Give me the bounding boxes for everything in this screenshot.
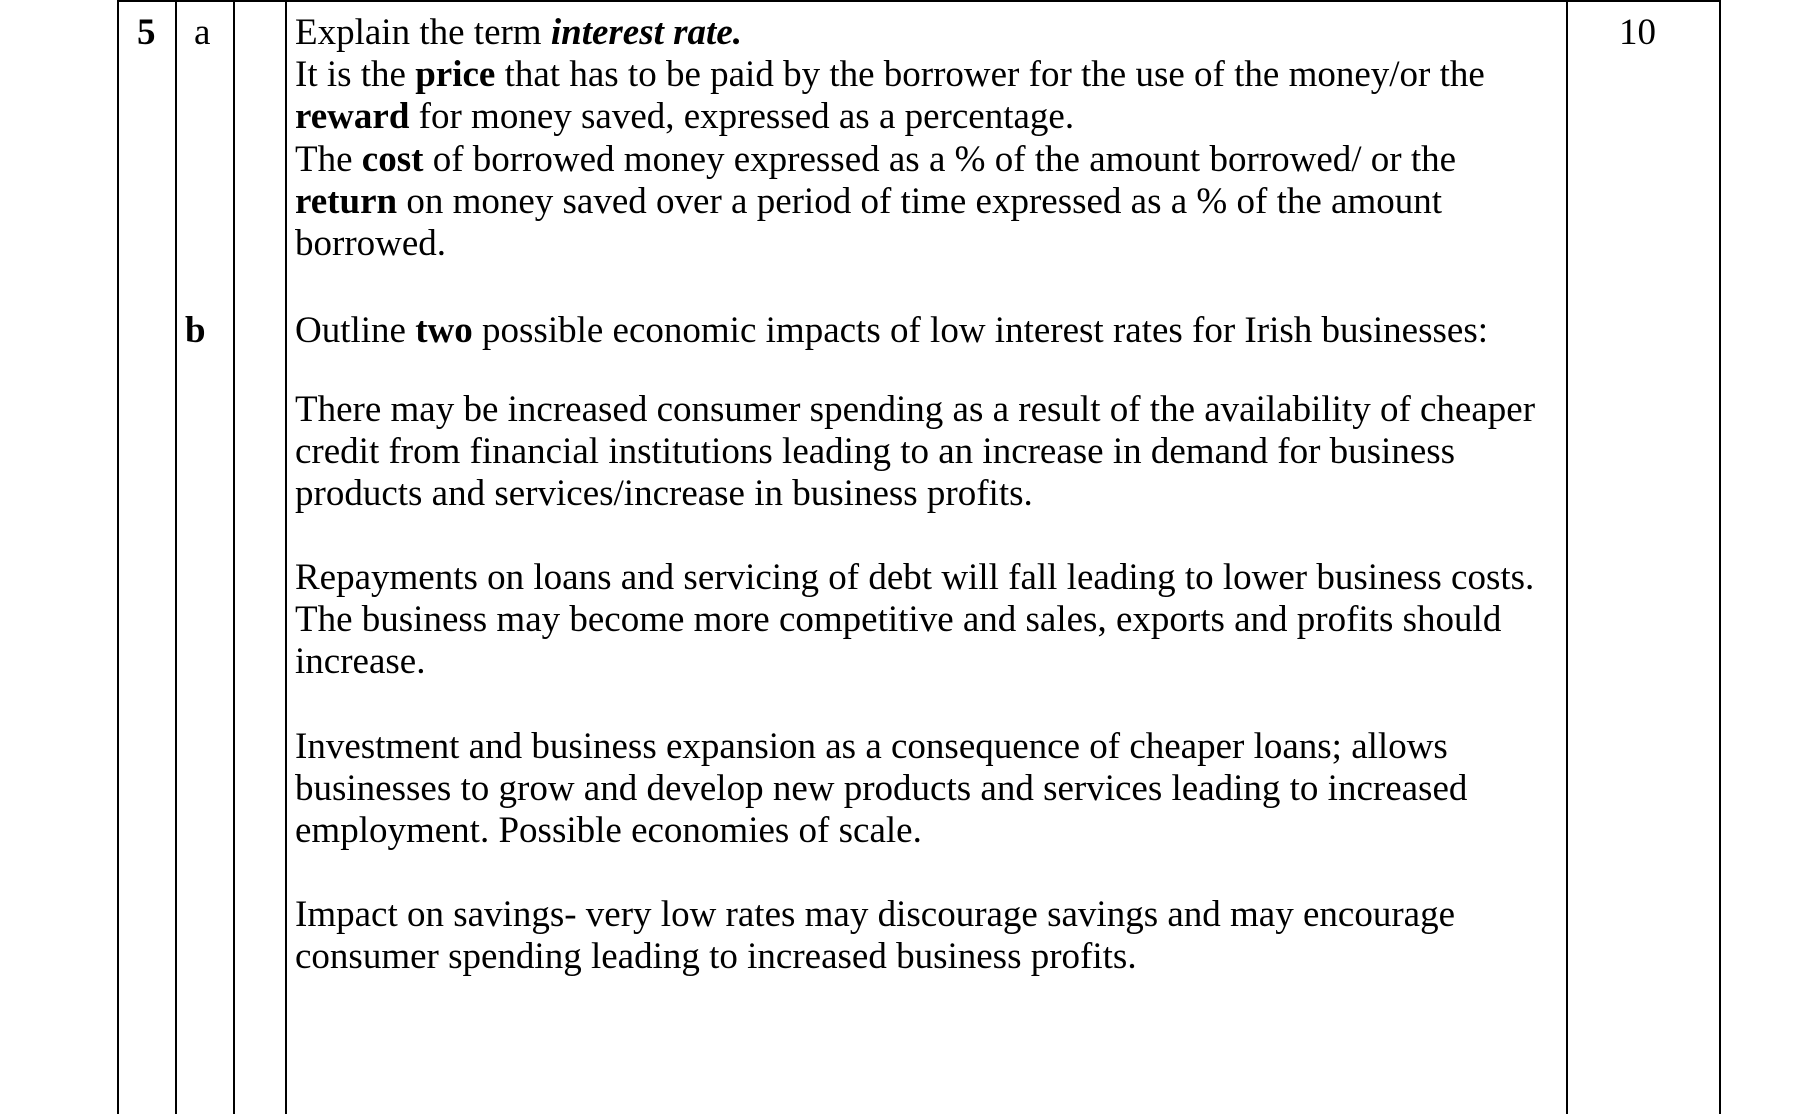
answer-text: It is the <box>295 54 416 96</box>
part-b-prompt-prefix: Outline <box>295 310 416 351</box>
part-a-answer-line <box>295 54 1560 96</box>
table-left-border <box>117 0 119 1114</box>
point-line: credit from financial institutions leading to an increase in demand for business <box>295 431 1456 473</box>
part-a-answer-line: borrowed. <box>295 223 447 265</box>
part-b-point-4 <box>295 894 1560 978</box>
column-divider-4 <box>1566 0 1568 1114</box>
marks-value: 10 <box>1619 12 1656 53</box>
table-right-border <box>1719 0 1721 1114</box>
part-b-prompt-keyword: two <box>415 310 473 351</box>
point-line: employment. Possible economies of scale. <box>295 810 922 852</box>
point-line: products and services/increase in business profits. <box>295 473 1033 515</box>
part-a-content <box>295 12 1560 265</box>
column-divider-3 <box>285 0 287 1114</box>
answer-keyword: cost <box>361 138 424 180</box>
answer-text: on money saved over a period of time expressed as a % of the amount <box>397 180 1443 222</box>
part-b-point-1 <box>295 389 1560 516</box>
part-b-label: b <box>185 310 206 351</box>
answer-keyword: reward <box>295 96 410 138</box>
answer-keyword: price <box>415 54 496 96</box>
point-line: Repayments on loans and servicing of debt will fall leading to lower business costs. <box>295 557 1535 598</box>
part-a-prompt <box>295 12 1560 54</box>
part-b-prompt <box>295 310 1560 352</box>
part-a-prompt-term: interest rate. <box>550 12 743 53</box>
column-divider-2 <box>233 0 235 1114</box>
part-a-answer-line <box>295 139 1560 181</box>
point-line: There may be increased consumer spending as a result of the availability of cheaper <box>295 389 1536 430</box>
point-line: consumer spending leading to increased business profits. <box>295 936 1137 978</box>
point-line: Impact on savings- very low rates may discourage savings and may encourage <box>295 894 1455 935</box>
part-b-point-3 <box>295 726 1560 853</box>
answer-text: that has to be paid by the borrower for the use of the money/or the <box>495 54 1485 96</box>
question-number: 5 <box>137 12 156 53</box>
table-top-border <box>117 0 1721 2</box>
part-a-answer-line <box>295 96 1560 138</box>
point-line: Investment and business expansion as a consequence of cheaper loans; allows <box>295 726 1448 767</box>
point-line: increase. <box>295 641 426 683</box>
answer-text: of borrowed money expressed as a % of the amount borrowed/ or the <box>423 138 1457 180</box>
answer-text: for money saved, expressed as a percentage. <box>409 96 1075 138</box>
part-b-prompt-suffix: possible economic impacts of low interest rates for Irish businesses: <box>472 310 1489 351</box>
point-line: The business may become more competitive and sales, exports and profits should <box>295 599 1502 641</box>
part-a-label: a <box>194 12 211 53</box>
point-line: businesses to grow and develop new products and services leading to increased <box>295 768 1468 810</box>
column-divider-1 <box>175 0 177 1114</box>
answer-text: The <box>295 138 362 180</box>
part-a-answer-line <box>295 181 1560 223</box>
answer-keyword: return <box>295 180 398 222</box>
part-b-point-2 <box>295 557 1560 684</box>
part-a-prompt-prefix: Explain the term <box>295 12 551 53</box>
